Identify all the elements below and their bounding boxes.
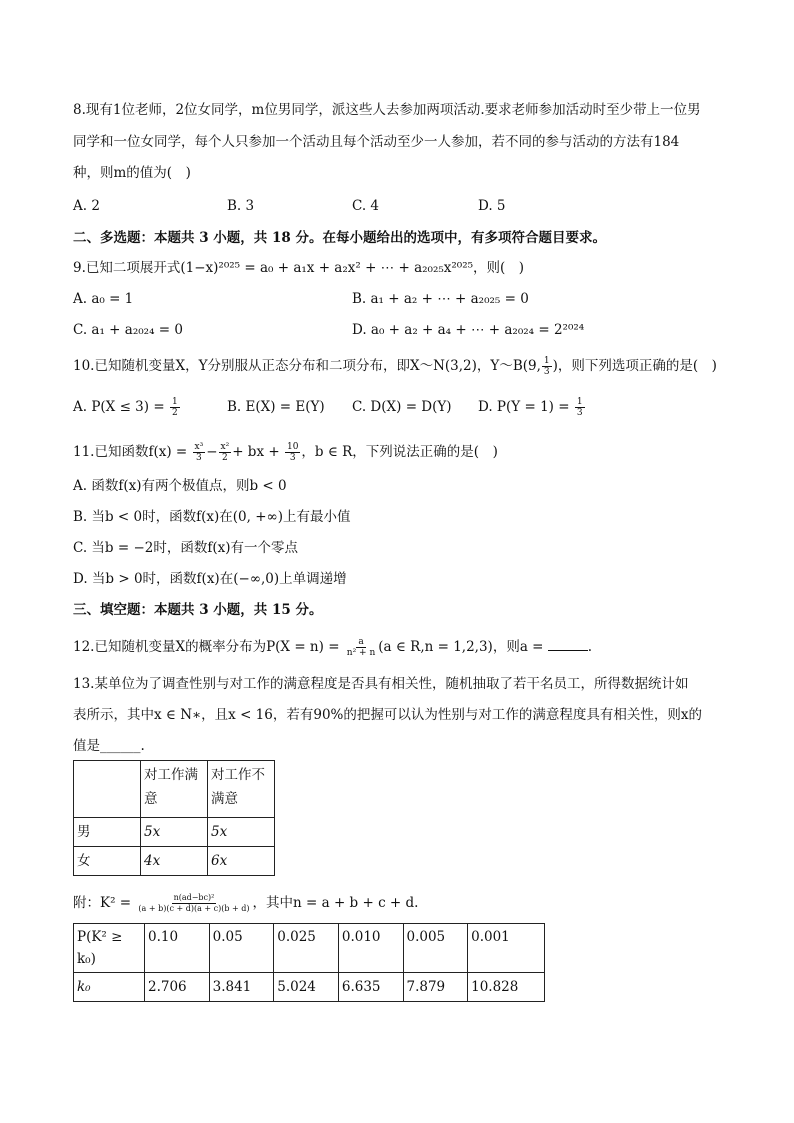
q10-frac-den: 3 (543, 367, 550, 377)
table-row (74, 924, 545, 973)
table-cell: 5x (141, 818, 208, 847)
q9-option-b: B. a₁ + a₂ + ⋯ + a₂₀₂₅ = 0 (352, 291, 529, 307)
q13-note-frac (136, 893, 251, 914)
q9-option-a: A. a₀ = 1 (73, 291, 134, 307)
table-cell (74, 761, 141, 818)
q8-line-1: 8.现有1位老师，2位女同学，m位男同学，派这些人去参加两项活动.要求老师参加活动时至少带上一位男 (73, 102, 701, 118)
table-cell: 0.10 (145, 924, 210, 973)
q11-stem-text-b: ，b ∈ R，下列说法正确的是( ) (301, 444, 498, 460)
table-cell: 5.024 (274, 973, 339, 1002)
q10-option-d (478, 397, 586, 418)
q11-minus: − (206, 444, 218, 460)
q11-frac-3-den: 3 (289, 453, 296, 463)
q13-line-2: 表所示，其中x ∈ N∗，且x < 16，若有90%的把握可以认为性别与对工作的满意程度具有相关性，则x的 (73, 707, 702, 723)
q12-frac-num: a (358, 637, 364, 647)
table-cell: 0.010 (338, 924, 403, 973)
section-3-heading: 三、填空题：本题共 3 小题，共 15 分。 (73, 602, 323, 618)
q8-option-d: D. 5 (478, 198, 506, 214)
table-cell: 7.879 (403, 973, 468, 1002)
q10-stem-text-b: )，则下列选项正确的是( ) (552, 358, 717, 374)
table-cell: 3.841 (209, 973, 274, 1002)
q10-option-d-text: D. P(Y = 1) = (478, 399, 570, 415)
q8-option-a: A. 2 (73, 198, 100, 214)
q13-line-3: 值是______. (73, 738, 145, 754)
q13-line-1: 13.某单位为了调查性别与对工作的满意程度是否具有相关性，随机抽取了若干名员工，所得数据统计如 (73, 676, 689, 692)
table-cell: 6x (208, 847, 275, 876)
table-row (74, 761, 275, 818)
q10-option-a-den: 2 (171, 408, 178, 418)
q11-option-c: C. 当b = −2时，函数f(x)有一个零点 (73, 540, 299, 556)
q13-formula-note (73, 893, 418, 914)
q10-option-d-den: 3 (576, 408, 583, 418)
q9-option-c: C. a₁ + a₂₀₂₄ = 0 (73, 322, 183, 338)
table-row (74, 847, 275, 876)
q8-option-c: C. 4 (352, 198, 380, 214)
q9-stem: 9.已知二项展开式(1−x)²⁰²⁵ = a₀ + a₁x + a₂x² + ⋯ + a₂₀₂₅x²⁰²⁵，则( ) (73, 260, 525, 276)
table-header-cell: 对工作不满意 (208, 761, 275, 818)
q11-option-a: A. 函数f(x)有两个极值点，则b < 0 (73, 478, 287, 494)
q13-note-num: n(ad−bc)² (173, 893, 215, 902)
table-cell: 5x (208, 818, 275, 847)
q13-note-den: (a + b)(c + d)(a + c)(b + d) (138, 904, 250, 913)
table-cell: 女 (74, 847, 141, 876)
q11-mid: + bx + (232, 444, 280, 460)
q10-fraction (542, 356, 552, 377)
table-cell: 男 (74, 818, 141, 847)
table-row (74, 973, 545, 1002)
q10-option-a-num: 1 (171, 397, 178, 407)
q10-option-c: C. D(X) = D(Y) (352, 399, 452, 415)
q8-line-2: 同学和一位女同学，每个人只参加一个活动且每个活动至少一人参加，若不同的参与活动的方法有184 (73, 134, 680, 150)
q13-note-text-a: 附：K² = (73, 895, 132, 911)
table-cell: 0.001 (468, 924, 545, 973)
q12-period: . (587, 639, 593, 655)
q12-answer-blank (548, 638, 588, 651)
q11-frac-1-num: x³ (194, 442, 204, 452)
q11-frac-3-num: 10 (286, 442, 299, 452)
table-cell: 0.05 (209, 924, 274, 973)
q11-stem (73, 442, 498, 463)
q10-stem-text-a: 10.已知随机变量X，Y分别服从正态分布和二项分布，即X～N(3,2)，Y～B(9, (73, 358, 541, 374)
table-cell: 2.706 (145, 973, 210, 1002)
q12-frac (345, 637, 377, 658)
q11-option-d: D. 当b > 0时，函数f(x)在(−∞,0)上单调递增 (73, 571, 347, 587)
table-cell: 0.025 (274, 924, 339, 973)
table-row (74, 818, 275, 847)
q11-frac-2 (219, 442, 232, 463)
q12-stem-text-b: (a ∈ R,n = 1,2,3)，则a = (378, 639, 544, 655)
table-cell: k₀ (74, 973, 145, 1002)
table-cell: 0.005 (403, 924, 468, 973)
q11-frac-1-den: 3 (195, 453, 202, 463)
q12-stem-text-a: 12.已知随机变量X的概率分布为P(X = n) = (73, 639, 340, 655)
q11-frac-2-num: x² (220, 442, 230, 452)
q10-option-a-text: A. P(X ≤ 3) = (73, 399, 165, 415)
q13-contingency-table (73, 760, 275, 876)
q12-stem (73, 637, 592, 658)
q9-option-d: D. a₀ + a₂ + a₄ + ⋯ + a₂₀₂₄ = 2²⁰²⁴ (352, 322, 585, 338)
q13-note-text-b: ，其中n = a + b + c + d. (252, 895, 419, 911)
q11-option-b: B. 当b < 0时，函数f(x)在(0, +∞)上有最小值 (73, 509, 351, 525)
table-cell: 10.828 (468, 973, 545, 1002)
q10-option-d-num: 1 (576, 397, 583, 407)
q12-frac-den: n² + n (346, 648, 376, 658)
q10-option-a (73, 397, 181, 418)
q10-frac-num: 1 (543, 356, 550, 366)
q10-option-d-frac (575, 397, 585, 418)
q8-option-b: B. 3 (227, 198, 255, 214)
q13-k-table (73, 923, 545, 1002)
q10-option-a-frac (170, 397, 180, 418)
q8-line-3: 种，则m的值为( ) (73, 165, 191, 181)
q11-frac-1 (193, 442, 206, 463)
q11-frac-2-den: 2 (221, 453, 228, 463)
table-cell: 4x (141, 847, 208, 876)
table-cell: P(K² ≥ k₀) (74, 924, 145, 973)
table-cell: 6.635 (338, 973, 403, 1002)
table-header-cell: 对工作满意 (141, 761, 208, 818)
q10-option-b: B. E(X) = E(Y) (227, 399, 325, 415)
q10-stem (73, 356, 717, 377)
q11-frac-3 (285, 442, 300, 463)
q11-stem-text-a: 11.已知函数f(x) = (73, 444, 188, 460)
section-2-heading: 二、多选题：本题共 3 小题，共 18 分。在每小题给出的选项中，有多项符合题目要求。 (73, 230, 606, 246)
